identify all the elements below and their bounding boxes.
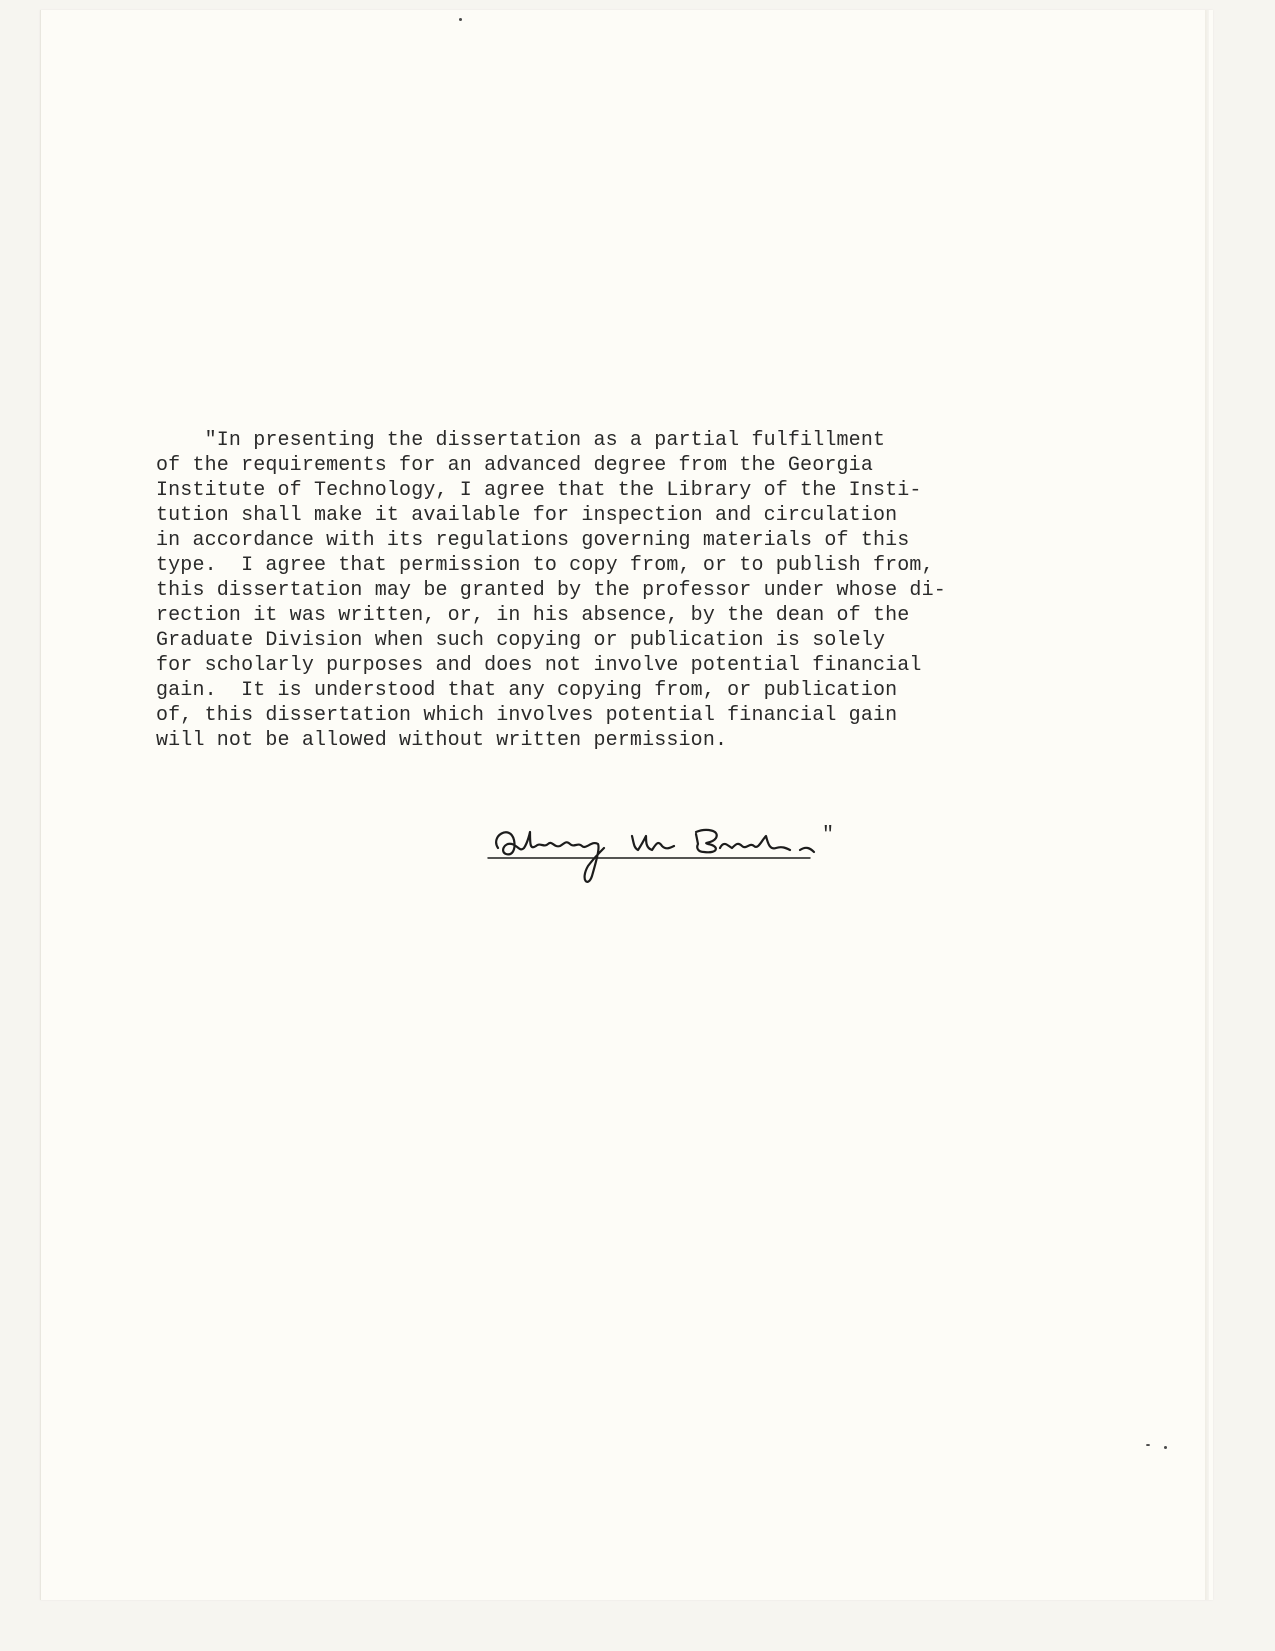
statement-line: in accordance with its regulations governing materials of this [156, 529, 910, 552]
handwritten-signature [484, 818, 864, 898]
closing-quote: " [822, 824, 835, 847]
statement-line: of the requirements for an advanced degree from the Georgia [156, 454, 873, 477]
page-edge [1205, 10, 1209, 1600]
scan-speck [1164, 1446, 1167, 1449]
scan-speck [459, 18, 462, 21]
statement-line: gain. It is understood that any copying from, or publication [156, 679, 898, 702]
statement-line: of, this dissertation which involves potential financial gain [156, 704, 898, 727]
statement-line: Graduate Division when such copying or publication is solely [156, 629, 886, 652]
statement-line: rection it was written, or, in his absence, by the dean of the [156, 604, 910, 627]
statement-line: will not be allowed without written permission. [156, 729, 728, 752]
statement-line: tution shall make it available for inspection and circulation [156, 504, 898, 527]
statement-line: "In presenting the dissertation as a partial fulfillment [156, 429, 886, 452]
permission-statement [156, 428, 976, 753]
statement-line: for scholarly purposes and does not involve potential financial [156, 654, 922, 677]
statement-line: type. I agree that permission to copy from, or to publish from, [156, 554, 934, 577]
statement-line: Institute of Technology, I agree that the Library of the Insti- [156, 479, 922, 502]
statement-line: this dissertation may be granted by the professor under whose di- [156, 579, 946, 602]
document-page [40, 10, 1213, 1600]
scan-speck [1146, 1444, 1150, 1446]
